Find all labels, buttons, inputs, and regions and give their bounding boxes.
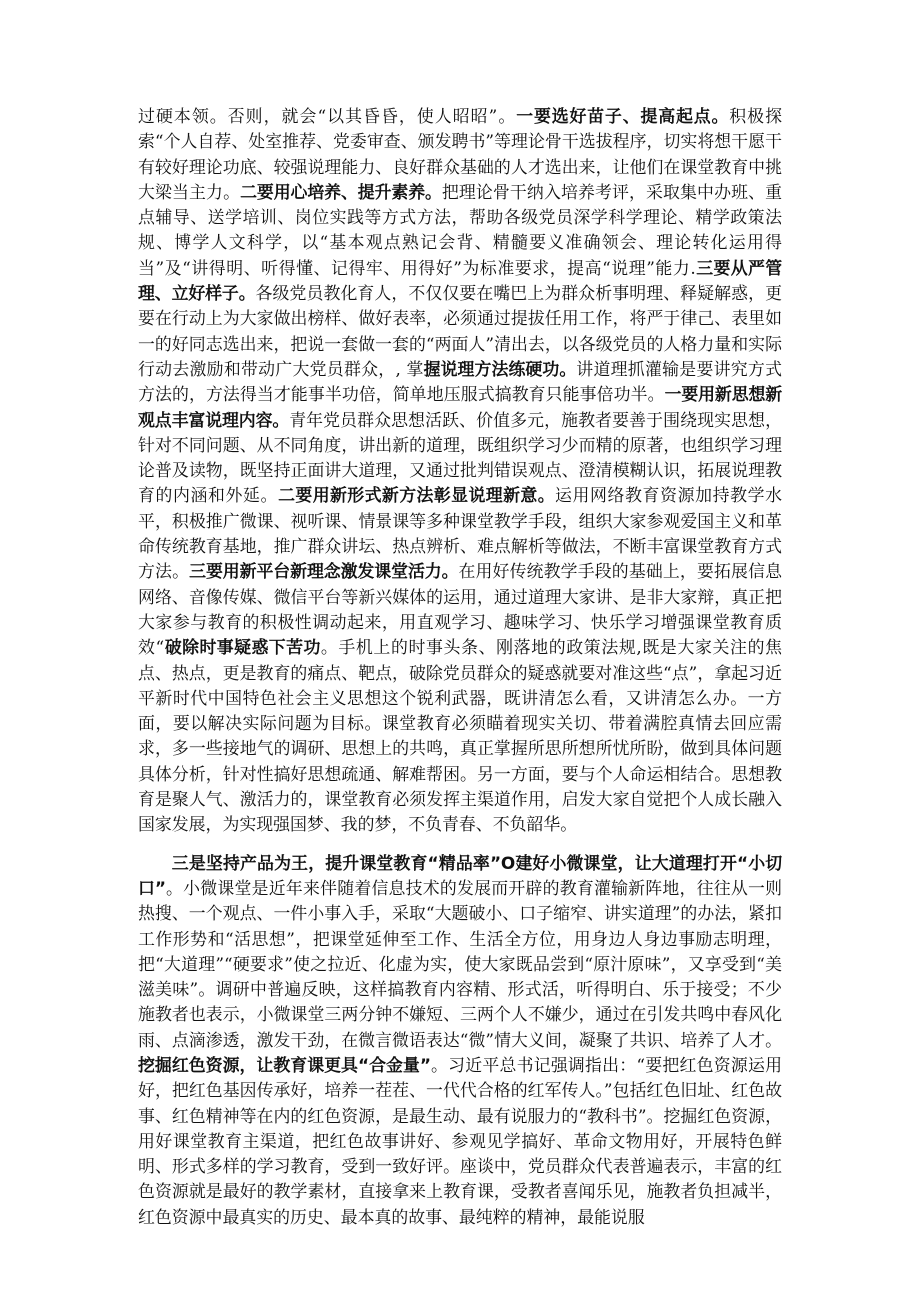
bold-heading: 二要用心培养、提升素养。 [240, 181, 442, 202]
text-run: 过硬本领。否则，就会“以其昏昏，使人昭昭”。 [138, 106, 517, 126]
bold-heading: 握说理方法练硬功。 [423, 358, 577, 379]
bold-heading: 挖掘红色资源，让教育课更具“合金量” [138, 1054, 431, 1075]
text-run: 积极探索“个人自荐、处室推荐、党委审查、颁发聘书”等理论骨干选拔程序，切实将想干愿干有较好理论功底、较强说理能力、良好群众基础的人才选出来，让他们在课堂教育中挑大梁当主力。 [138, 106, 782, 202]
bold-heading: 三要用新平台新理念激发课堂活力。 [189, 561, 459, 582]
text-run: 各级党员教化育人，不仅仅要在嘴巴上为群众析事明理、释疑解惑，更要在行动上为大家做出榜样、做好表率，必须通过提拔任用工作，将严于律己、表里如一的好同志选出来，把说一套做一套的“两面人”清出去，以各级党员的人格力量和实际行动去激励和带动广大党员群众，, 掌 [138, 283, 782, 379]
bold-heading: 三要从严管理、立好样子。 [138, 257, 782, 304]
text-run: 把理论骨干纳入培养考评，采取集中办班、重点辅导、送学培训、岗位实践等方式方法，帮助各级党员深学科学理论、精学政策法规、博学人文科学，以“基本观点熟记会背、精髓要义准确领会、理论转化运用得当”及“讲得明、听得懂、记得牢、用得好”为标准要求，提高“说理”能力. [138, 181, 783, 278]
bold-heading: 一要选好苗子、提高起点。 [516, 106, 730, 126]
bold-heading: 三是坚持产品为王，提升课堂教育“精品率”O建好小微课堂，让大道理打开“小切口” [138, 852, 782, 898]
text-run: 。小微课堂是近年来伴随着信息技术的发展而开辟的教育灌输新阵地，往往从一则热搜、一个观点、一件小事入手，采取“大题破小、口子缩窄、讲实道理”的办法，紧扣工作形势和“活思想”，把课堂延伸至工作、生活全方位，用身边人身边事励志明理，把“大道理”“硬要求”使之拉近、化虚为实，使大家既品尝到“原汁原味”，又享受到“美滋美味”。调研中普遍反映，这样搞教育内容精、形式活，听得明白、乐于接受；不少施教者也表示，小微课堂三两分钟不嫌短、三两个人不嫌少，通过在引发共鸣中春风化雨、点滴渗透，激发干劲，在微言微语表达“微”情大义间，凝聚了共识、培养了人才。 [138, 877, 783, 1050]
text-run: 运用网络教育资源加持教学水平，积极推广微课、视听课、情景课等多种课堂教学手段，组织大家参观爱国主义和革命传统教育基地，推广群众讲坛、热点辨析、难点解析等做法，不断丰富课堂教育方式方法。 [138, 485, 783, 582]
body-paragraph-1 [138, 104, 782, 838]
bold-heading: 破除时事疑惑下苦功 [164, 637, 321, 658]
bold-heading: 二要用新形式新方法彰显说理新意。 [278, 485, 556, 506]
text-run: 讲道理抓灌输是要讲究方式方法的，方法得当才能事半功倍，简单地压服式搞教育只能事倍功半。 [138, 358, 782, 405]
body-paragraph-2 [138, 851, 782, 1230]
text-run: 。习近平总书记强调指出：“要把红色资源运用好，把红色基因传承好，培养一茬茬、一代代合格的红军传人。”包括红色旧址、红色故事、红色精神等在内的红色资源，是最生动、最有说服力的“教科书”。挖掘红色资源，用好课堂教育主渠道，把红色故事讲好、参观见学搞好、革命文物用好，开展特色鲜明、形式多样的学习教育，受到一致好评。座谈中，党员群众代表普遍表示，丰富的红色资源就是最好的教学素材，直接拿来上教育课，受教者喜闻乐见，施教者负担减半，红色资源中最真实的历史、最本真的故事、最纯粹的精神，最能说服 [138, 1054, 782, 1227]
text-run: 青年党员群众思想活跃、价值多元，施教者要善于围绕现实思想，针对不同问题、从不同角度，讲出新的道理，既组织学习少而精的原著，也组织学习理论普及读物，既坚持正面讲大道理，又通过批判错误观点、澄清模糊认识，拓展说理教育的内涵和外延。 [138, 409, 783, 506]
text-run: 在用好传统教学手段的基础上，要拓展信息网络、音像传媒、微信平台等新兴媒体的运用，通过道理大家讲、是非大家辩，真正把大家参与教育的积极性调动起来，用直观学习、趣味学习、快乐学习增强课堂教育质效“ [138, 561, 782, 658]
bold-heading: 一要用新思想新观点丰富说理内容。 [138, 384, 782, 430]
text-run: 。手机上的时事头条、刚落地的政策法规,既是大家关注的焦点、热点，更是教育的痛点、靶点，破除党员群众的疑惑就要对准这些“点”，拿起习近平新时代中国特色社会主义思想这个锐利武器，既讲清怎么看，又讲清怎么办。一方面，要以解决实际问题为目标。课堂教育必须瞄着现实关切、带着满腔真情去回应需求，多一些接地气的调研、思想上的共鸣，真正掌握所思所想所忧所盼，做到具体问题具体分析，针对性搞好思想疏通、解难帮困。另一方面，要与个人命运相结合。思想教育是聚人气、激活力的，课堂教育必须发挥主渠道作用，启发大家自觉把个人成长融入国家发展，为实现强国梦、我的梦，不负青春、不负韶华。 [138, 637, 783, 835]
